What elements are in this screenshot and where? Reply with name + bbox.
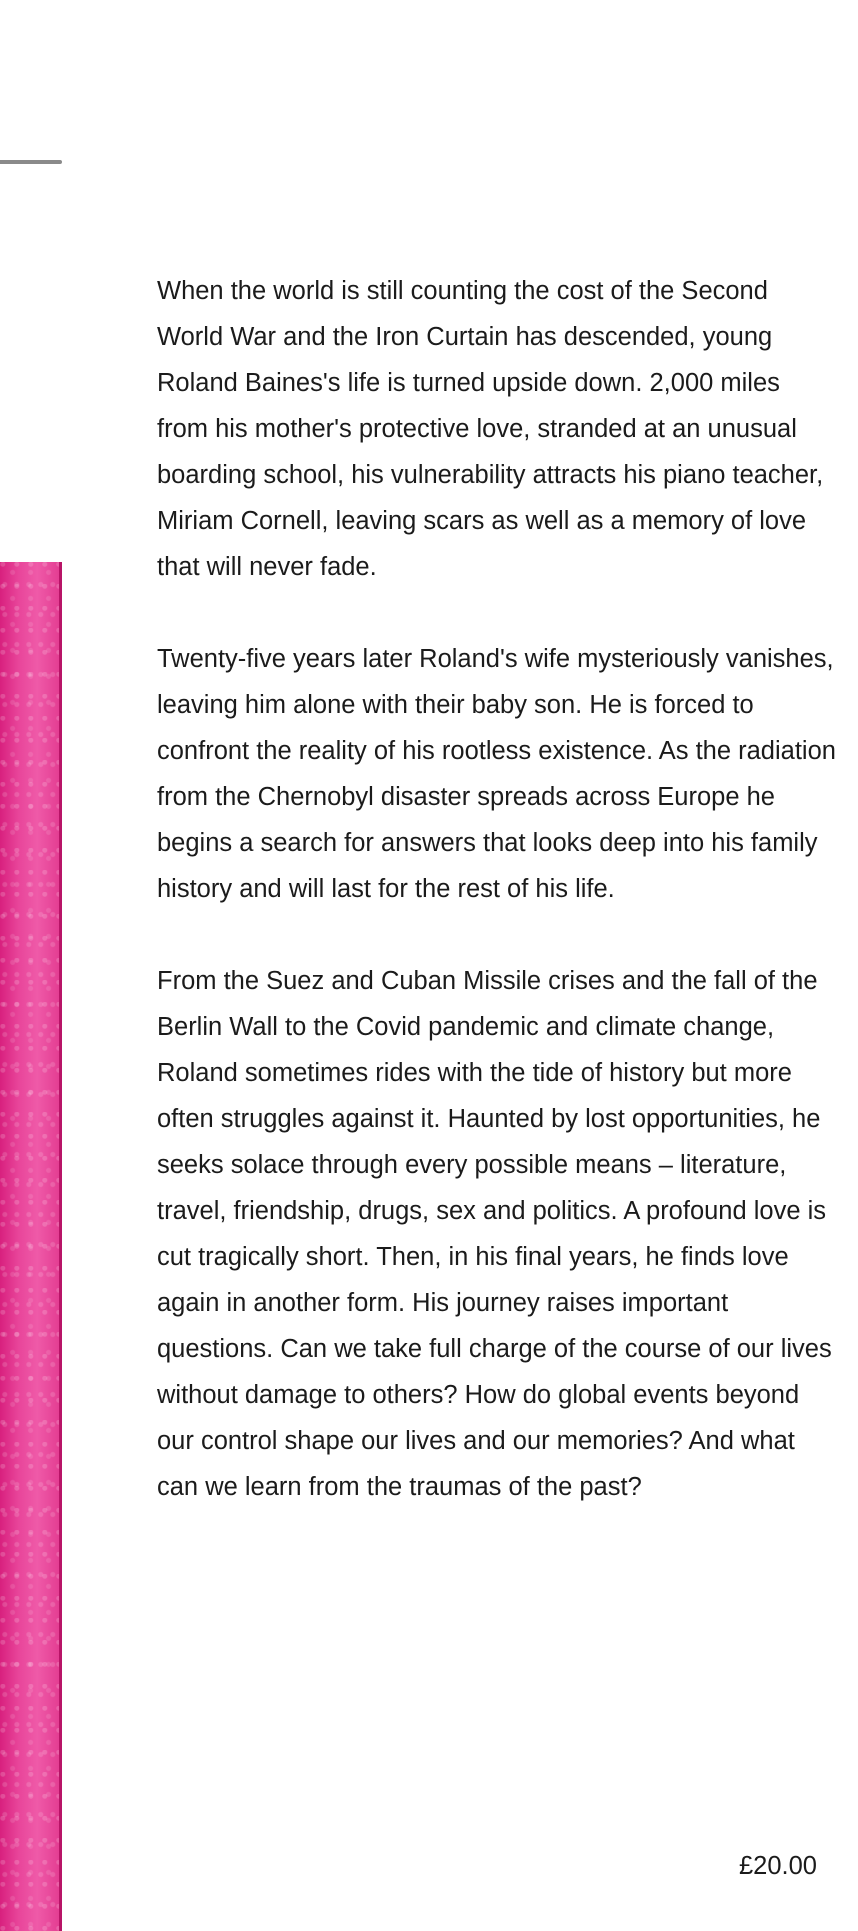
price-label: £20.00 bbox=[739, 1852, 817, 1880]
blurb-paragraph-2: Twenty-five years later Roland's wife mysteriously vanishes, leaving him alone with their baby son. He is forced to confront the reality of his rootless existence. As the radiation from the Chernobyl disaster spreads across Europe he begins a search for answers that looks deep into his family history and will last for the rest of his life. bbox=[157, 645, 836, 903]
pink-spine-strip bbox=[0, 562, 62, 1931]
blurb-paragraph-1: When the world is still counting the cost of the Second World War and the Iron Curtain has descended, young Roland Baines's life is turned upside down. 2,000 miles from his mother's protective love, stranded at an unusual boarding school, his vulnerability attracts his piano teacher, Miriam Cornell, leaving scars as well as a memory of love that will never fade. bbox=[157, 277, 824, 581]
blurb-text bbox=[157, 268, 837, 1556]
spine-edge bbox=[59, 562, 62, 1931]
top-rule bbox=[0, 160, 62, 164]
blurb-paragraph-3: From the Suez and Cuban Missile crises and the fall of the Berlin Wall to the Covid pandemic and climate change, Roland sometimes rides with the tide of history but more often struggles against it. Haunted by lost opportunities, he seeks solace through every possible means – literature, travel, friendship, drugs, sex and politics. A profound love is cut tragically short. Then, in his final years, he finds love again in another form. His journey raises important questions. Can we take full charge of the course of our lives without damage to others? How do global events beyond our control shape our lives and our memories? And what can we learn from the traumas of the past? bbox=[157, 967, 832, 1501]
